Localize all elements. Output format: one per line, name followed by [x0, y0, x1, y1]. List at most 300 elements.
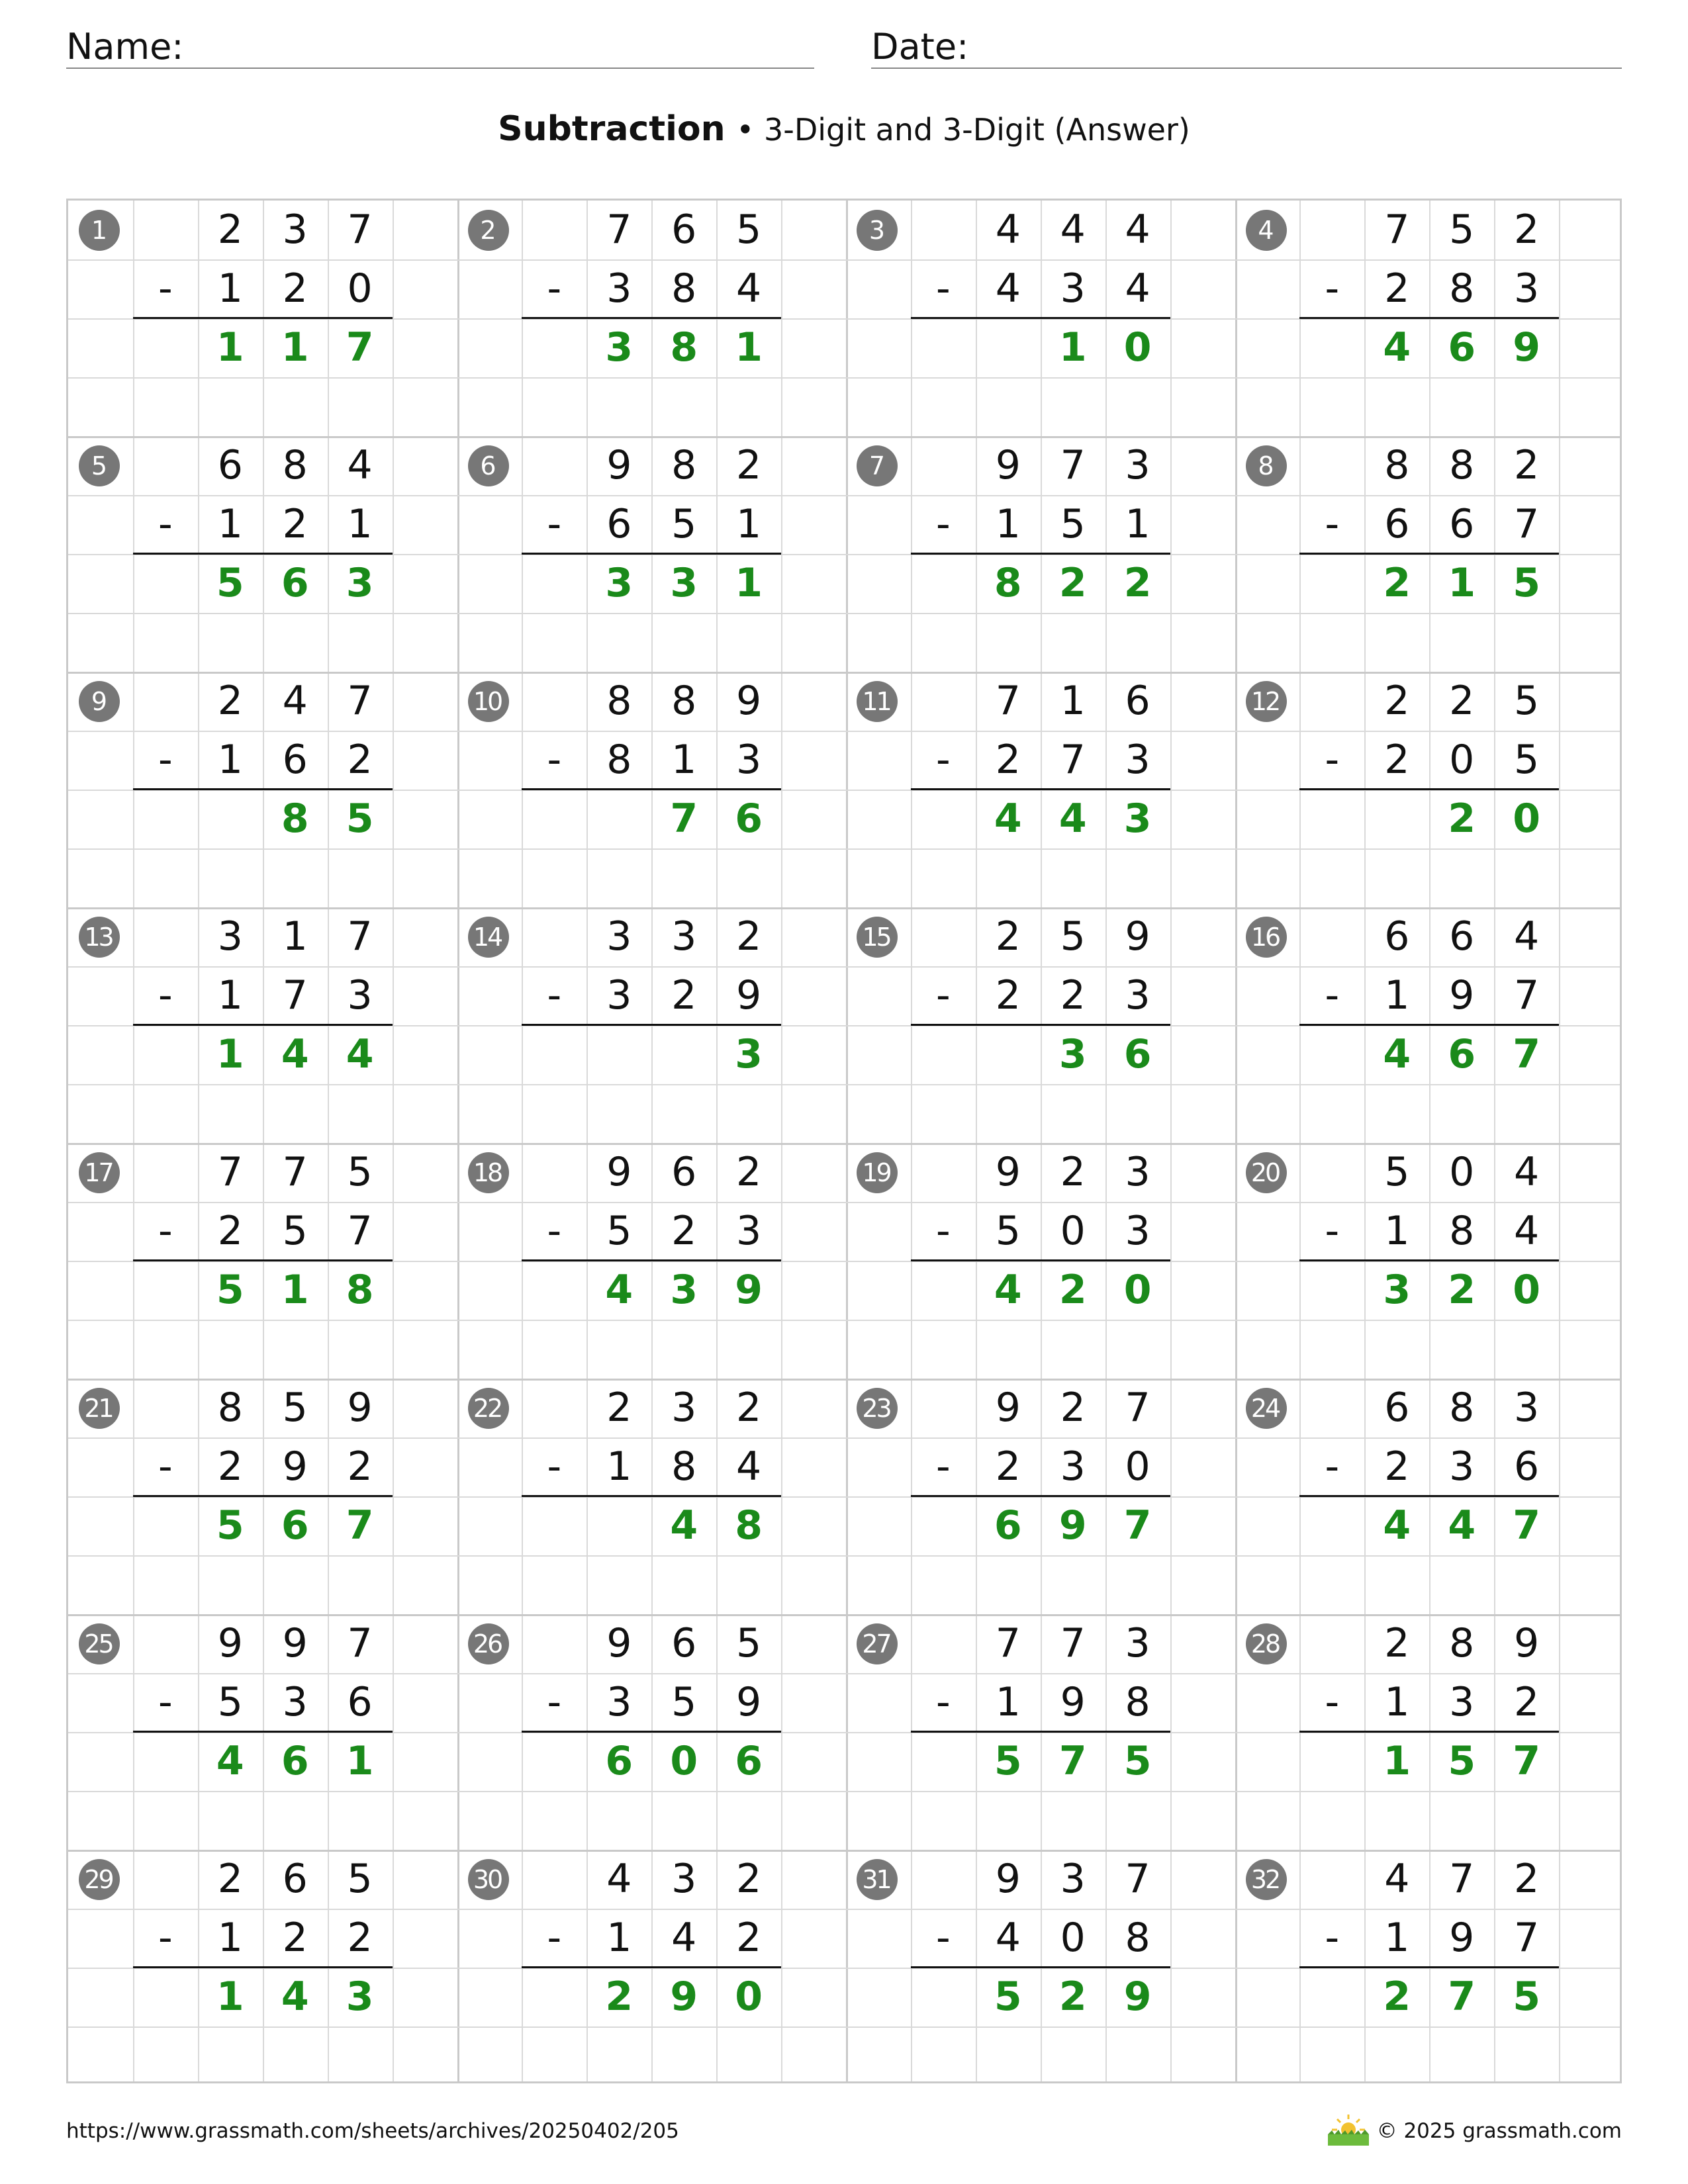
answer-digit: 0 [1513, 1267, 1540, 1313]
minuend-digit: 5 [1449, 206, 1475, 253]
answer-digit: 7 [1513, 1502, 1540, 1549]
minus-sign: - [936, 1915, 951, 1961]
minus-sign: - [547, 1679, 562, 1725]
minus-sign: - [936, 972, 951, 1019]
subtrahend-digit: 0 [347, 265, 373, 312]
problem-number-badge: 14 [468, 917, 509, 958]
minuend-digit: 8 [606, 678, 632, 724]
answer-digit [976, 318, 1041, 377]
subtrahend-digit: 5 [671, 501, 697, 547]
answer-digit: 5 [994, 1738, 1022, 1784]
subtrahend-digit: 2 [282, 501, 308, 547]
subtrahend-digit: 4 [1125, 265, 1150, 312]
problem-26 [457, 1614, 847, 1850]
problem-14 [457, 907, 847, 1143]
answer-digit: 6 [1448, 1031, 1476, 1077]
minuend-digit: 2 [217, 678, 243, 724]
minuend-digit: 3 [671, 1385, 697, 1431]
answer-rule [133, 1731, 393, 1733]
minuend-digit: 4 [347, 442, 373, 488]
answer-rule [522, 553, 781, 555]
minuend-digit: 4 [995, 206, 1021, 253]
minus-sign: - [936, 1208, 951, 1254]
answer-rule [522, 1731, 781, 1733]
subtrahend-digit: 6 [1449, 501, 1475, 547]
problem-15 [846, 907, 1235, 1143]
minuend-digit: 9 [995, 1856, 1021, 1902]
minus-sign: - [936, 265, 951, 312]
minuend-digit: 2 [736, 1856, 762, 1902]
minuend-digit: 8 [1449, 1620, 1475, 1666]
answer-digit: 4 [605, 1267, 633, 1313]
minuend-digit: 9 [282, 1620, 308, 1666]
subtrahend-digit: 5 [671, 1679, 697, 1725]
minuend-digit: 5 [1514, 678, 1540, 724]
answer-digit: 5 [1513, 1974, 1540, 2020]
page-title [0, 106, 1688, 153]
minus-sign: - [1325, 1679, 1340, 1725]
problem-28 [1235, 1614, 1622, 1850]
subtrahend-digit: 1 [217, 972, 243, 1019]
subtrahend-digit: 8 [606, 737, 632, 783]
problem-13 [68, 907, 457, 1143]
subtrahend-digit: 2 [217, 1443, 243, 1490]
minus-sign: - [936, 1443, 951, 1490]
problem-9 [68, 672, 457, 907]
answer-rule [911, 553, 1170, 555]
minuend-digit: 3 [1125, 1149, 1150, 1195]
answer-digit: 2 [1058, 1267, 1087, 1313]
answer-rule [1299, 1495, 1559, 1497]
minuend-digit: 9 [606, 1620, 632, 1666]
minus-sign: - [158, 1915, 173, 1961]
answer-digit: 7 [346, 324, 374, 371]
problem-number-badge: 23 [857, 1388, 898, 1429]
subtrahend-digit: 1 [1384, 1208, 1410, 1254]
problem-1 [68, 201, 457, 436]
problem-18 [457, 1143, 847, 1379]
answer-rule [1299, 788, 1559, 790]
minuend-digit: 2 [1384, 678, 1410, 724]
subtrahend-digit: 1 [995, 501, 1021, 547]
problem-number-badge: 19 [857, 1152, 898, 1193]
problem-number-badge: 26 [468, 1623, 509, 1664]
subtrahend-digit: 7 [282, 972, 308, 1019]
answer-rule [133, 1259, 393, 1261]
subtrahend-digit: 1 [606, 1915, 632, 1961]
minuend-digit: 5 [282, 1385, 308, 1431]
subtrahend-digit: 8 [1125, 1915, 1150, 1961]
minuend-digit: 7 [1060, 442, 1086, 488]
minuend-digit: 2 [736, 913, 762, 960]
minuend-digit: 6 [1384, 913, 1410, 960]
subtrahend-digit: 3 [1125, 1208, 1150, 1254]
minuend-digit: 6 [671, 206, 697, 253]
answer-rule [1299, 553, 1559, 555]
problem-8 [1235, 436, 1622, 672]
subtrahend-digit: 1 [1384, 1915, 1410, 1961]
minuend-digit: 7 [1449, 1856, 1475, 1902]
subtrahend-digit: 2 [1514, 1679, 1540, 1725]
problem-number-badge: 20 [1246, 1152, 1287, 1193]
problem-number-badge: 11 [857, 681, 898, 722]
subtrahend-digit: 6 [606, 501, 632, 547]
answer-rule [911, 1731, 1170, 1733]
answer-digit: 5 [346, 796, 374, 842]
answer-rule [133, 317, 393, 319]
answer-digit: 3 [670, 1267, 698, 1313]
subtrahend-digit: 9 [1060, 1679, 1086, 1725]
minuend-digit: 4 [1514, 1149, 1540, 1195]
subtrahend-digit: 2 [995, 1443, 1021, 1490]
subtrahend-digit: 3 [736, 737, 762, 783]
answer-digit: 1 [1448, 560, 1476, 606]
answer-digit: 3 [670, 560, 698, 606]
minuend-digit: 3 [606, 913, 632, 960]
answer-digit: 0 [1123, 1267, 1152, 1313]
minuend-digit: 5 [1060, 913, 1086, 960]
problem-number-badge: 25 [79, 1623, 120, 1664]
minuend-digit: 7 [347, 913, 373, 960]
worksheet-grid [66, 199, 1622, 2083]
answer-digit: 2 [1448, 1267, 1476, 1313]
title-subtitle: • 3-Digit and 3-Digit (Answer) [736, 112, 1190, 148]
problem-5 [68, 436, 457, 672]
minus-sign: - [936, 1679, 951, 1725]
answer-digit: 4 [346, 1031, 374, 1077]
subtrahend-digit: 0 [1449, 737, 1475, 783]
minuend-digit: 2 [1449, 678, 1475, 724]
answer-rule [911, 788, 1170, 790]
minuend-digit: 7 [282, 1149, 308, 1195]
answer-digit: 4 [216, 1738, 244, 1784]
answer-rule [911, 1966, 1170, 1968]
subtrahend-digit: 1 [217, 265, 243, 312]
problem-4 [1235, 201, 1622, 436]
subtrahend-digit: 4 [1514, 1208, 1540, 1254]
answer-digit: 1 [735, 560, 763, 606]
answer-digit: 1 [1058, 324, 1087, 371]
subtrahend-digit: 9 [1449, 1915, 1475, 1961]
answer-digit: 1 [216, 324, 244, 371]
minuend-digit: 9 [995, 1149, 1021, 1195]
minuend-digit: 9 [995, 1385, 1021, 1431]
subtrahend-digit: 4 [995, 1915, 1021, 1961]
minuend-digit: 6 [671, 1620, 697, 1666]
minuend-digit: 4 [1125, 206, 1150, 253]
subtrahend-digit: 7 [1514, 1915, 1540, 1961]
minuend-digit: 6 [671, 1149, 697, 1195]
answer-digit [1364, 790, 1429, 848]
minuend-digit: 2 [1060, 1385, 1086, 1431]
minus-sign: - [547, 1915, 562, 1961]
minuend-digit: 4 [1060, 206, 1086, 253]
minuend-digit: 7 [995, 1620, 1021, 1666]
problem-11 [846, 672, 1235, 907]
problem-24 [1235, 1379, 1622, 1614]
answer-digit: 3 [346, 1974, 374, 2020]
minuend-digit: 7 [995, 678, 1021, 724]
subtrahend-digit: 7 [1514, 501, 1540, 547]
subtrahend-digit: 3 [1449, 1443, 1475, 1490]
subtrahend-digit: 5 [1514, 737, 1540, 783]
answer-rule [911, 1259, 1170, 1261]
subtrahend-digit: 1 [736, 501, 762, 547]
answer-digit: 7 [1058, 1738, 1087, 1784]
answer-digit: 8 [346, 1267, 374, 1313]
answer-digit: 6 [735, 796, 763, 842]
answer-digit: 3 [1123, 796, 1152, 842]
minuend-digit: 9 [606, 1149, 632, 1195]
answer-digit: 5 [994, 1974, 1022, 2020]
answer-digit: 8 [735, 1502, 763, 1549]
subtrahend-digit: 4 [736, 265, 762, 312]
minuend-digit: 2 [1514, 206, 1540, 253]
subtrahend-digit: 3 [1449, 1679, 1475, 1725]
subtrahend-digit: 1 [1125, 501, 1150, 547]
subtrahend-digit: 2 [995, 972, 1021, 1019]
minuend-digit: 2 [736, 1149, 762, 1195]
minuend-digit: 2 [736, 1385, 762, 1431]
name-line[interactable] [66, 68, 814, 69]
answer-digit: 9 [1513, 324, 1540, 371]
minus-sign: - [547, 972, 562, 1019]
problem-number-badge: 7 [857, 445, 898, 486]
minus-sign: - [158, 1208, 173, 1254]
answer-digit: 7 [346, 1502, 374, 1549]
subtrahend-digit: 3 [736, 1208, 762, 1254]
answer-digit: 4 [670, 1502, 698, 1549]
subtrahend-digit: 1 [217, 737, 243, 783]
subtrahend-digit: 8 [1449, 265, 1475, 312]
subtrahend-digit: 8 [1449, 1208, 1475, 1254]
subtrahend-digit: 3 [606, 265, 632, 312]
minuend-digit: 3 [217, 913, 243, 960]
answer-digit: 1 [281, 1267, 309, 1313]
subtrahend-digit: 1 [347, 501, 373, 547]
answer-rule [522, 1024, 781, 1026]
minuend-digit: 9 [736, 678, 762, 724]
minuend-digit: 9 [606, 442, 632, 488]
subtrahend-digit: 2 [1384, 265, 1410, 312]
minuend-digit: 2 [995, 913, 1021, 960]
answer-digit: 5 [216, 1267, 244, 1313]
minuend-digit: 2 [217, 206, 243, 253]
answer-digit: 4 [994, 1267, 1022, 1313]
answer-rule [522, 1259, 781, 1261]
minuend-digit: 8 [282, 442, 308, 488]
answer-rule [1299, 1731, 1559, 1733]
answer-rule [133, 553, 393, 555]
answer-digit: 5 [1448, 1738, 1476, 1784]
subtrahend-digit: 7 [1514, 972, 1540, 1019]
minuend-digit: 2 [606, 1385, 632, 1431]
problem-22 [457, 1379, 847, 1614]
date-line[interactable] [871, 68, 1622, 69]
problem-number-badge: 4 [1246, 210, 1287, 251]
answer-rule [133, 788, 393, 790]
minuend-digit: 5 [736, 1620, 762, 1666]
minuend-digit: 7 [347, 206, 373, 253]
minuend-digit: 7 [1125, 1385, 1150, 1431]
subtrahend-digit: 1 [1384, 1679, 1410, 1725]
minuend-digit: 4 [1384, 1856, 1410, 1902]
minuend-digit: 3 [671, 913, 697, 960]
problem-10 [457, 672, 847, 907]
subtrahend-digit: 6 [347, 1679, 373, 1725]
answer-digit: 3 [346, 560, 374, 606]
answer-digit: 7 [1513, 1738, 1540, 1784]
subtrahend-digit: 1 [995, 1679, 1021, 1725]
answer-rule [1299, 1259, 1559, 1261]
minus-sign: - [547, 1208, 562, 1254]
minuend-digit: 5 [1384, 1149, 1410, 1195]
subtrahend-digit: 2 [347, 1443, 373, 1490]
problem-number-badge: 29 [79, 1859, 120, 1900]
problem-30 [457, 1850, 847, 2083]
footer-url: https://www.grassmath.com/sheets/archives/20250402/205 [66, 2119, 679, 2143]
minuend-digit: 9 [1125, 913, 1150, 960]
problem-number-badge: 2 [468, 210, 509, 251]
problem-3 [846, 201, 1235, 436]
answer-digit: 5 [1123, 1738, 1152, 1784]
subtrahend-digit: 6 [1384, 501, 1410, 547]
subtrahend-digit: 1 [606, 1443, 632, 1490]
minus-sign: - [936, 501, 951, 547]
answer-rule [133, 1495, 393, 1497]
answer-digit: 9 [1058, 1502, 1087, 1549]
answer-digit: 2 [1383, 560, 1411, 606]
minuend-digit: 6 [1384, 1385, 1410, 1431]
answer-digit: 4 [1383, 1031, 1411, 1077]
problem-number-badge: 1 [79, 210, 120, 251]
minuend-digit: 7 [347, 1620, 373, 1666]
problem-number-badge: 28 [1246, 1623, 1287, 1664]
minuend-digit: 1 [1060, 678, 1086, 724]
subtrahend-digit: 8 [671, 1443, 697, 1490]
answer-digit: 7 [1123, 1502, 1152, 1549]
subtrahend-digit: 4 [671, 1915, 697, 1961]
answer-digit: 1 [346, 1738, 374, 1784]
minuend-digit: 5 [347, 1149, 373, 1195]
answer-digit: 8 [994, 560, 1022, 606]
problem-number-badge: 31 [857, 1859, 898, 1900]
problem-25 [68, 1614, 457, 1850]
subtrahend-digit: 2 [736, 1915, 762, 1961]
subtrahend-digit: 0 [1060, 1208, 1086, 1254]
minus-sign: - [1325, 501, 1340, 547]
minuend-digit: 9 [347, 1385, 373, 1431]
minuend-digit: 4 [1514, 913, 1540, 960]
minus-sign: - [158, 1679, 173, 1725]
minuend-digit: 9 [217, 1620, 243, 1666]
subtrahend-digit: 4 [736, 1443, 762, 1490]
subtrahend-digit: 2 [217, 1208, 243, 1254]
problem-19 [846, 1143, 1235, 1379]
subtrahend-digit: 3 [606, 972, 632, 1019]
problem-number-badge: 27 [857, 1623, 898, 1664]
subtrahend-digit: 5 [995, 1208, 1021, 1254]
minuend-digit: 3 [1060, 1856, 1086, 1902]
subtrahend-digit: 2 [282, 265, 308, 312]
answer-digit [198, 790, 263, 848]
answer-digit: 7 [1448, 1974, 1476, 2020]
answer-digit: 8 [670, 324, 698, 371]
minuend-digit: 2 [217, 1856, 243, 1902]
minuend-digit: 8 [217, 1385, 243, 1431]
answer-digit: 9 [670, 1974, 698, 2020]
problem-number-badge: 24 [1246, 1388, 1287, 1429]
subtrahend-digit: 4 [995, 265, 1021, 312]
problem-27 [846, 1614, 1235, 1850]
answer-digit: 4 [281, 1974, 309, 2020]
minus-sign: - [547, 501, 562, 547]
grass-sun-logo-icon [1325, 2113, 1372, 2147]
minus-sign: - [1325, 1443, 1340, 1490]
subtrahend-digit: 8 [671, 265, 697, 312]
title-main: Subtraction [498, 109, 726, 149]
minuend-digit: 7 [1060, 1620, 1086, 1666]
problem-number-badge: 3 [857, 210, 898, 251]
answer-digit: 6 [735, 1738, 763, 1784]
problem-number-badge: 15 [857, 917, 898, 958]
answer-digit: 3 [605, 324, 633, 371]
minuend-digit: 9 [1514, 1620, 1540, 1666]
problem-2 [457, 201, 847, 436]
answer-digit: 6 [281, 1502, 309, 1549]
subtrahend-digit: 1 [671, 737, 697, 783]
answer-digit: 9 [1123, 1974, 1152, 2020]
problem-number-badge: 32 [1246, 1859, 1287, 1900]
answer-digit: 5 [1513, 560, 1540, 606]
minuend-digit: 4 [606, 1856, 632, 1902]
answer-digit [976, 1025, 1041, 1084]
subtrahend-digit: 5 [282, 1208, 308, 1254]
minus-sign: - [936, 737, 951, 783]
minuend-digit: 8 [1449, 442, 1475, 488]
subtrahend-digit: 3 [1514, 265, 1540, 312]
subtrahend-digit: 1 [1384, 972, 1410, 1019]
minuend-digit: 6 [1125, 678, 1150, 724]
answer-digit: 5 [216, 1502, 244, 1549]
subtrahend-digit: 3 [1060, 265, 1086, 312]
minus-sign: - [158, 737, 173, 783]
problem-17 [68, 1143, 457, 1379]
answer-digit: 4 [1448, 1502, 1476, 1549]
subtrahend-digit: 2 [671, 972, 697, 1019]
answer-digit: 4 [994, 796, 1022, 842]
minuend-digit: 8 [1384, 442, 1410, 488]
answer-digit: 2 [1058, 1974, 1087, 2020]
answer-digit: 6 [1123, 1031, 1152, 1077]
minus-sign: - [158, 972, 173, 1019]
answer-rule [1299, 1024, 1559, 1026]
answer-rule [522, 1495, 781, 1497]
answer-rule [911, 1024, 1170, 1026]
problem-number-badge: 8 [1246, 445, 1287, 486]
problem-12 [1235, 672, 1622, 907]
answer-digit: 0 [670, 1738, 698, 1784]
answer-digit [586, 790, 651, 848]
answer-digit: 0 [1123, 324, 1152, 371]
minus-sign: - [158, 501, 173, 547]
subtrahend-digit: 9 [1449, 972, 1475, 1019]
subtrahend-digit: 2 [995, 737, 1021, 783]
problem-23 [846, 1379, 1235, 1614]
minuend-digit: 7 [1384, 206, 1410, 253]
minus-sign: - [158, 265, 173, 312]
minuend-digit: 6 [1449, 913, 1475, 960]
